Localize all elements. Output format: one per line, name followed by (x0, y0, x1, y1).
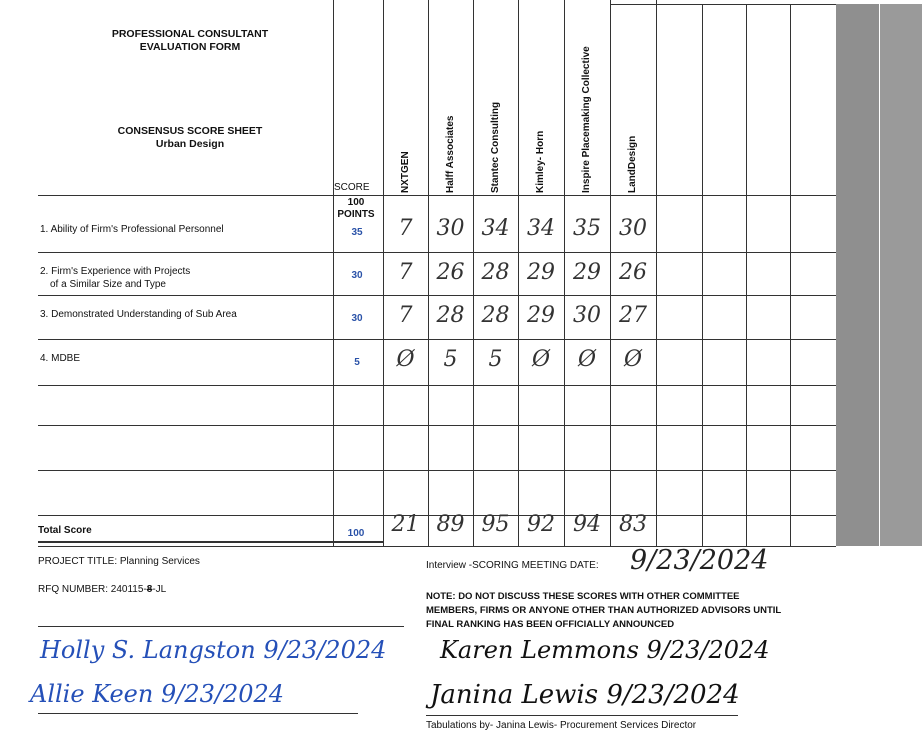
score-cell: Ø (623, 347, 643, 372)
form-title (60, 28, 320, 54)
firm-column-header (518, 10, 564, 193)
firm-name: Kimley- Horn (535, 130, 546, 193)
grid-hline (38, 470, 836, 471)
total-score-cell: 95 (481, 512, 510, 537)
firm-name: LandDesign (627, 135, 638, 193)
points-header-line1: 100 (347, 197, 365, 208)
form-title-line1: PROFESSIONAL CONSULTANT (111, 28, 269, 40)
criterion-label (40, 308, 237, 321)
signature-janina-lewis: Janina Lewis 9/23/2024 (430, 680, 740, 710)
sheet-title-line2: Urban Design (155, 138, 225, 150)
score-cell: 30 (436, 216, 465, 241)
signature-karen-lemmons: Karen Lemmons 9/23/2024 (440, 636, 770, 664)
firm-name: Inspire Placemaking Collective (581, 46, 592, 193)
firm-column-header (564, 10, 610, 193)
points-header-line2: POINTS (337, 209, 375, 220)
rfq-suffix: -JL (152, 584, 167, 595)
shaded-column-2 (880, 4, 922, 546)
total-score-cell: 21 (391, 512, 420, 537)
criterion-line1: 3. Demonstrated Understanding of Sub Area (40, 309, 237, 320)
total-points: 100 (347, 528, 365, 539)
sheet-title-line1: CONSENSUS SCORE SHEET (117, 125, 263, 137)
score-cell: Ø (531, 347, 551, 372)
criterion-max-points: 30 (351, 313, 363, 324)
grid-vline (656, 0, 657, 546)
score-cell: 28 (436, 303, 465, 328)
criterion-max-points: 5 (354, 357, 360, 368)
criterion-line1: 1. Ability of Firm's Professional Personnel (40, 224, 224, 235)
score-cell: 5 (443, 347, 458, 372)
score-cell: 26 (436, 260, 465, 285)
criterion-line1: 4. MDBE (40, 353, 81, 364)
criterion-max-points: 30 (351, 270, 363, 281)
score-cell: 29 (527, 260, 555, 285)
form-title-line2: EVALUATION FORM (139, 41, 241, 53)
shaded-column-1 (836, 4, 879, 546)
tabulations-by: Tabulations by- Janina Lewis- Procurement Services Director (426, 720, 697, 731)
criterion-label (40, 265, 190, 291)
rfq-struck-digit: 8 (146, 584, 153, 595)
note-line3: FINAL RANKING HAS BEEN OFFICIALLY ANNOUNCED (426, 619, 675, 630)
points-header (332, 197, 380, 221)
criterion-label (40, 223, 224, 236)
score-cell: 34 (527, 216, 555, 241)
grid-vline (746, 4, 747, 546)
signature-allie-keen: Allie Keen 9/23/2024 (30, 680, 285, 708)
score-cell: 7 (398, 216, 413, 241)
score-cell: 29 (527, 303, 555, 328)
criterion-line2: of a Similar Size and Type (50, 279, 166, 290)
score-cell: 29 (573, 260, 601, 285)
grid-hline (38, 385, 836, 386)
firm-name: NXTGEN (399, 151, 411, 193)
score-cell: Ø (577, 347, 597, 372)
total-score-cell: 94 (573, 512, 601, 537)
grid-vline (790, 4, 791, 546)
sheet-title (60, 125, 320, 151)
score-cell: 30 (573, 303, 601, 328)
score-cell: Ø (396, 347, 415, 372)
grid-hline (38, 252, 836, 253)
interview-label: Interview -SCORING MEETING DATE: (426, 560, 599, 571)
score-header: SCORE (334, 182, 370, 193)
signature-line-right (426, 715, 738, 716)
firm-column-header (610, 10, 656, 193)
interview-date: 9/23/2024 (630, 545, 769, 576)
score-cell: 5 (488, 347, 503, 372)
criterion-line1: 2. Firm's Experience with Projects (40, 266, 191, 277)
signature-line-left (38, 626, 404, 627)
criterion-label (40, 352, 80, 365)
total-score-cell: 83 (619, 512, 647, 537)
note-line2: MEMBERS, FIRMS OR ANYONE OTHER THAN AUTHORIZED ADVISORS UNTIL (426, 605, 782, 616)
score-cell: 7 (398, 303, 413, 328)
score-cell: 26 (619, 260, 647, 285)
total-label: Total Score (38, 525, 92, 536)
grid-top-line (610, 4, 836, 5)
score-cell: 27 (619, 303, 647, 328)
firm-column-header (428, 10, 473, 193)
total-score-cell: 89 (436, 512, 465, 537)
firm-name: Halff Associates (444, 115, 456, 193)
grid-hline-total (38, 541, 384, 543)
signature-holly-langston: Holly S. Langston 9/23/2024 (40, 636, 387, 664)
score-cell: 35 (573, 216, 601, 241)
project-title: PROJECT TITLE: Planning Services (38, 556, 200, 567)
criterion-max-points: 35 (351, 227, 363, 238)
score-cell: 30 (619, 216, 647, 241)
rfq-prefix: RFQ NUMBER: 240115- (38, 584, 147, 595)
note-line1: NOTE: DO NOT DISCUSS THESE SCORES WITH OTHER COMMITTEE (426, 591, 740, 602)
grid-hline-header (38, 195, 836, 196)
score-cell: 28 (481, 303, 510, 328)
firm-column-header (473, 10, 518, 193)
grid-hline (38, 425, 836, 426)
score-cell: 34 (481, 216, 510, 241)
signature-line-left-2 (38, 713, 358, 714)
score-cell: 7 (398, 260, 413, 285)
firm-name: Stantec Consulting (489, 101, 501, 193)
confidentiality-note (426, 590, 781, 632)
score-cell: 28 (481, 260, 510, 285)
total-score-cell: 92 (527, 512, 555, 537)
rfq-number (38, 584, 166, 595)
firm-column-header (383, 10, 428, 193)
grid-hline (38, 295, 836, 296)
grid-hline (38, 339, 836, 340)
grid-vline (702, 4, 703, 546)
